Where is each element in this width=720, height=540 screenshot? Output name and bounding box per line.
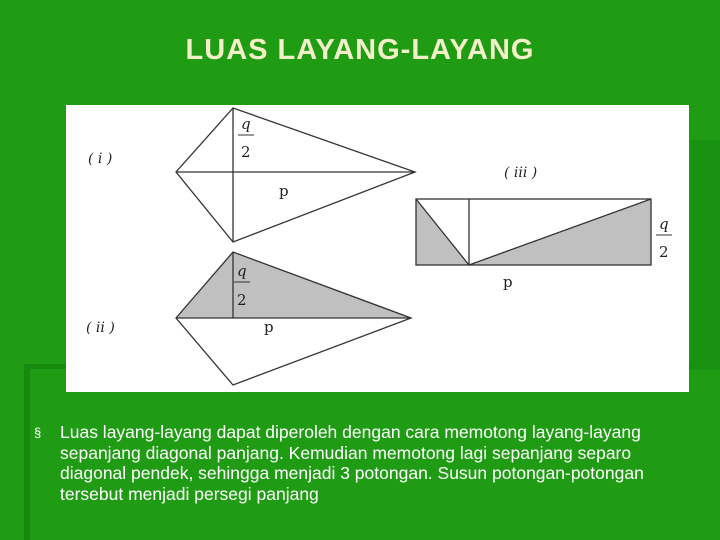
label-2-iii: 2 [659,243,669,261]
decorative-bar-vertical [24,364,30,540]
shaded-half-ii [176,252,411,318]
label-q-i: q [241,115,251,133]
label-p-ii: p [264,318,274,336]
kite-outline-i [176,108,415,242]
label-2-ii: 2 [237,291,247,309]
kite-diagram-i [88,108,415,242]
label-ii: ( ii ) [86,320,115,336]
square-bullet-icon: § [34,425,42,440]
kite-figure [66,105,689,392]
rectangle-diagram-iii [416,165,672,291]
label-i: ( i ) [88,151,113,167]
label-q-iii: q [659,215,669,233]
label-q-ii: q [237,262,247,280]
bullet-text: Luas layang-layang dapat diperoleh dengan cara memotong layang-layang sepanjang diagonal panjang. Kemudian memotong lagi sepanjang separo diagonal pendek, sehingga menjadi 3 potongan. Susun potongan-potongan tersebut menjadi persegi panjang [60,422,644,504]
slide-title: LUAS LAYANG-LAYANG [185,34,535,66]
label-2-i: 2 [241,143,251,161]
kite-diagram-ii [86,252,411,385]
label-p-iii: p [503,273,513,291]
decorative-band [690,140,720,370]
label-p-i: p [279,182,289,200]
label-iii: ( iii ) [504,165,538,181]
